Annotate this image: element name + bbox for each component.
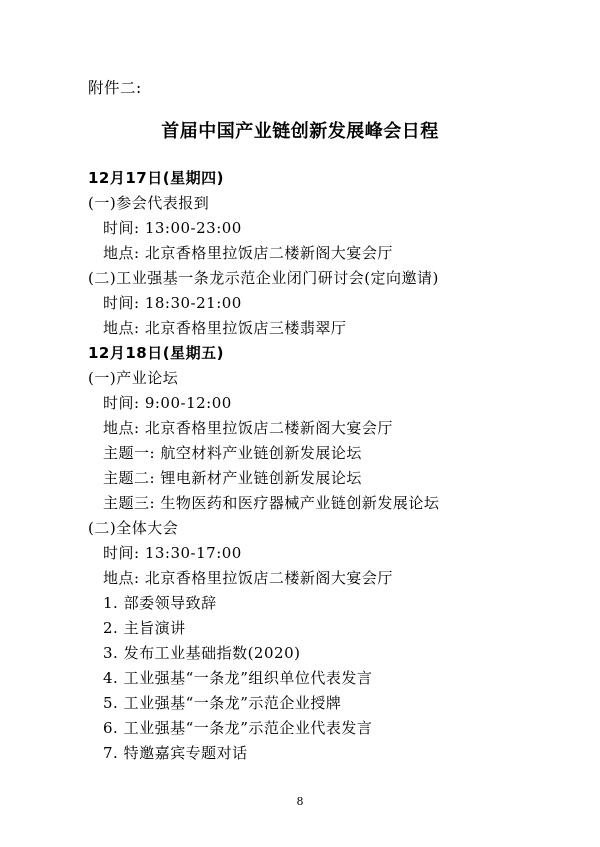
- day2-section1-time: 时间: 9:00-12:00: [103, 394, 232, 412]
- day2-section2-time: 时间: 13:30-17:00: [103, 544, 242, 562]
- agenda-item: 6. 工业强基“一条龙”示范企业代表发言: [103, 719, 373, 737]
- agenda-item: 1. 部委领导致辞: [103, 594, 217, 612]
- day2-section1-location: 地点: 北京香格里拉饭店二楼新阁大宴会厅: [103, 419, 393, 437]
- day2-section2-location: 地点: 北京香格里拉饭店二楼新阁大宴会厅: [103, 569, 393, 587]
- attachment-label: 附件二:: [88, 79, 142, 97]
- day1-section2-location: 地点: 北京香格里拉饭店三楼翡翠厅: [103, 319, 347, 337]
- agenda-item: 5. 工业强基“一条龙”示范企业授牌: [103, 694, 342, 712]
- day1-date: 12月17日(星期四): [88, 169, 224, 187]
- agenda-item: 4. 工业强基“一条龙”组织单位代表发言: [103, 669, 373, 687]
- day1-section2-time: 时间: 18:30-21:00: [103, 294, 242, 312]
- day2-section2-heading: (二)全体大会: [88, 519, 179, 537]
- day1-section2-heading: (二)工业强基一条龙示范企业闭门研讨会(定向邀请): [88, 269, 439, 287]
- day2-section1-topic2: 主题二: 锂电新材产业链创新发展论坛: [103, 469, 362, 487]
- day2-section1-topic1: 主题一: 航空材料产业链创新发展论坛: [103, 444, 362, 462]
- day1-section1-location: 地点: 北京香格里拉饭店二楼新阁大宴会厅: [103, 244, 393, 262]
- page-title: 首届中国产业链创新发展峰会日程: [161, 121, 439, 142]
- agenda-item: 2. 主旨演讲: [103, 619, 186, 637]
- day2-section1-heading: (一)产业论坛: [88, 369, 179, 387]
- day2-date: 12月18日(星期五): [88, 344, 224, 362]
- day2-section1-topic3: 主题三: 生物医药和医疗器械产业链创新发展论坛: [103, 494, 440, 512]
- agenda-item: 3. 发布工业基础指数(2020): [103, 644, 301, 662]
- page-number: 8: [296, 795, 304, 808]
- agenda-item: 7. 特邀嘉宾专题对话: [103, 744, 248, 762]
- day1-section1-time: 时间: 13:00-23:00: [103, 219, 242, 237]
- day1-section1-heading: (一)参会代表报到: [88, 194, 210, 212]
